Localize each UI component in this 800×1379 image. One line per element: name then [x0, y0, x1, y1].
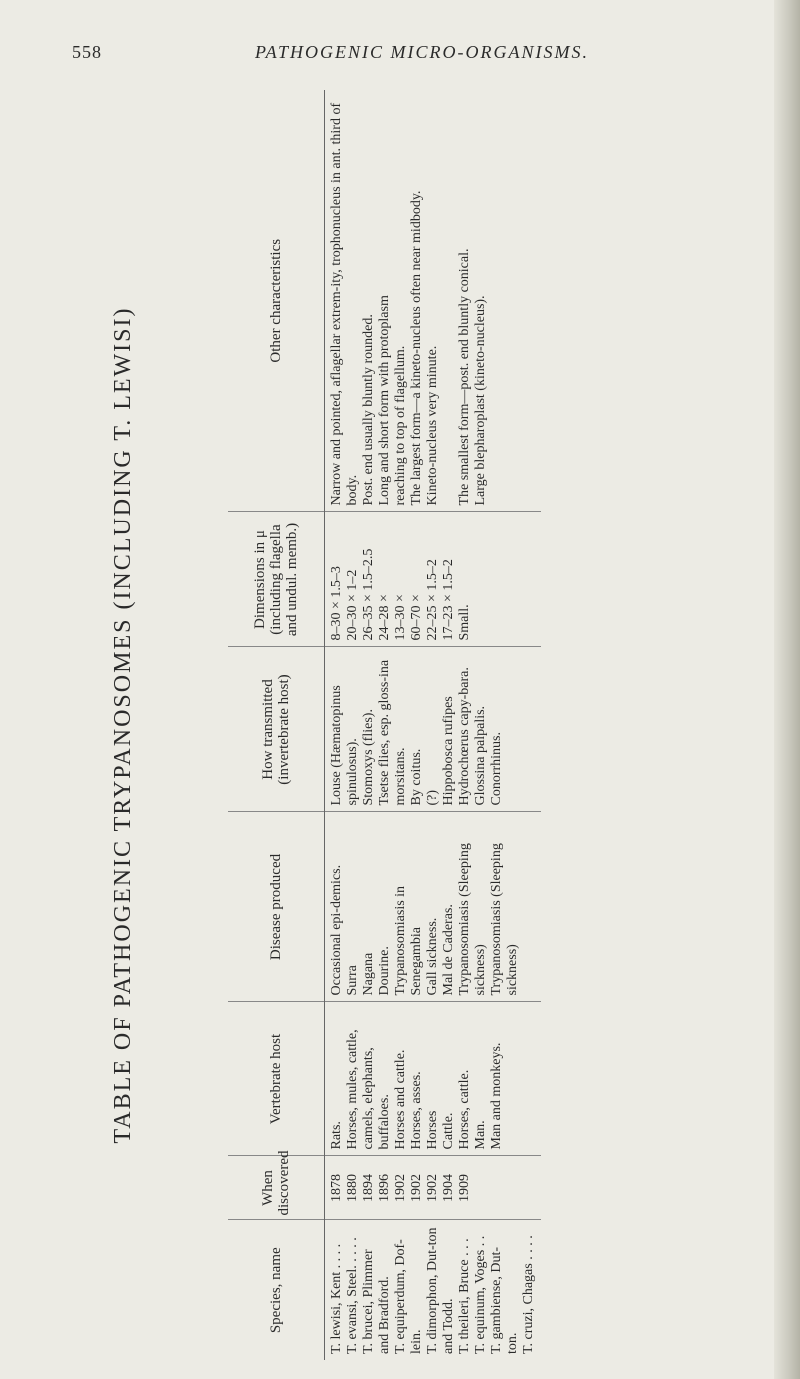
- species-cell: T. theileri, Bruce . . .: [457, 1238, 472, 1354]
- disease-cell: Mal de Caderas.: [441, 904, 456, 996]
- transmission-cell: Stomoxys (flies).: [361, 709, 376, 806]
- transmission-cell: Hydrochœrus capy-bara.: [457, 667, 472, 806]
- dimensions-cell: 60–70 ×: [409, 594, 424, 641]
- dimensions-cell: Small.: [457, 604, 472, 641]
- table-body-row: [325, 90, 542, 1360]
- other-cell: reaching to top of flagellum.: [393, 345, 408, 506]
- host-cell: Cattle.: [441, 1112, 456, 1150]
- transmission-cell: By coitus.: [409, 748, 424, 806]
- host-cell: Horses, mules, cattle, camels, elephants, buffaloes.: [345, 1029, 392, 1150]
- dimensions-column: [325, 512, 542, 647]
- year-cell: 1878: [329, 1174, 344, 1202]
- species-cell: T. equinum, Voges . .: [473, 1235, 488, 1354]
- header-disease: Disease produced: [228, 812, 325, 1002]
- host-cell: Man and monkeys.: [489, 1042, 504, 1150]
- dimensions-cell: 22–25 × 1.5–2: [425, 559, 440, 641]
- other-cell: [441, 96, 457, 506]
- disease-cell: Occasional epi-demics.: [329, 864, 344, 996]
- transmission-cell: Louse (Hæmatopinus spinulosus).: [329, 685, 360, 806]
- disease-cell: Dourine.: [377, 946, 392, 996]
- host-cell: Horses: [425, 1110, 440, 1150]
- header-species: Species, name: [228, 1220, 325, 1360]
- transmission-cell: Conorrhinus.: [489, 732, 504, 806]
- host-cell: Rats.: [329, 1121, 344, 1150]
- rotated-table-block: [100, 90, 780, 1360]
- header-dimensions: Dimensions in μ (including flagella and undul. memb.): [228, 512, 325, 647]
- other-cell: The smallest form—post. end bluntly conical.: [457, 248, 472, 506]
- other-cell: Long and short form with protoplasm: [377, 295, 392, 506]
- species-cell: T. lewisi, Kent . . . .: [329, 1243, 344, 1354]
- other-cell: Narrow and pointed, aflagellar extrem-ity, trophonucleus in ant. third of body.: [329, 102, 360, 506]
- disease-cell: Surra: [345, 965, 360, 996]
- disease-column: [325, 812, 542, 1002]
- species-cell: T. brucei, Plimmer and Bradford.: [361, 1249, 392, 1354]
- running-head: PATHOGENIC MICRO-ORGANISMS.: [255, 42, 589, 62]
- host-column: [325, 1002, 542, 1156]
- other-cell: Post. end usually bluntly rounded.: [361, 314, 376, 506]
- header-year: When discovered: [228, 1156, 325, 1220]
- dimensions-cell: 8–30 × 1.5–3: [329, 566, 344, 641]
- disease-cell: Nagana: [361, 952, 376, 996]
- year-cell: 1904: [441, 1174, 456, 1202]
- other-cell: The largest form—a kineto-nucleus often near midbody.: [409, 190, 424, 506]
- host-cell: Horses, asses.: [409, 1071, 424, 1150]
- trypanosome-table: [228, 90, 541, 1360]
- species-cell: T. equiperdum, Dof-lein.: [393, 1239, 424, 1354]
- species-cell: T. dimorphon, Dut-ton and Todd.: [425, 1227, 456, 1354]
- disease-cell: Trypanosomiasis (Sleeping sickness): [457, 843, 488, 996]
- species-cell: T. evansi, Steel. . . . .: [345, 1237, 360, 1354]
- host-cell: Man.: [473, 1120, 488, 1150]
- dimensions-cell: 26–35 × 1.5–2.5: [361, 548, 376, 641]
- year-cell: 1894: [361, 1174, 376, 1202]
- disease-cell: Trypanosomiasis (Sleeping sickness): [489, 843, 520, 996]
- year-cell: 1909: [457, 1174, 472, 1202]
- host-cell: Horses, cattle.: [457, 1069, 472, 1150]
- other-cell: Kineto-nucleus very minute.: [425, 345, 440, 506]
- disease-cell: Trypanosomiasis in Senegambia: [393, 885, 424, 996]
- dimensions-cell: 24–28 ×: [377, 594, 392, 641]
- table-header-row: [228, 90, 325, 1360]
- table-title: TABLE OF PATHOGENIC TRYPANOSOMES (INCLUDING T. LEWISI): [110, 306, 136, 1144]
- year-column: [325, 1156, 542, 1220]
- year-cell: 1902: [393, 1174, 408, 1202]
- transmission-column: [325, 647, 542, 812]
- other-cell: Large blepharoplast (kineto-nucleus).: [473, 295, 488, 506]
- header-other: Other characteristics: [228, 90, 325, 512]
- dimensions-cell: 20–30 × 1–2: [345, 569, 360, 641]
- dimensions-cell: 17–23 × 1.5–2: [441, 559, 456, 641]
- species-cell: T. gambiense, Dut-ton.: [489, 1246, 520, 1354]
- year-cell: 1880: [345, 1174, 360, 1202]
- year-cell: 1902: [409, 1174, 424, 1202]
- year-cell: 1902: [425, 1174, 440, 1202]
- species-cell: T. cruzi, Chagas . . . .: [521, 1235, 536, 1354]
- page-number: 558: [72, 42, 102, 62]
- year-cell: 1896: [377, 1174, 392, 1202]
- host-cell: Horses and cattle.: [393, 1049, 408, 1150]
- disease-cell: Gall sickness.: [425, 917, 440, 996]
- dimensions-cell: 13–30 ×: [393, 594, 408, 641]
- other-column: [325, 90, 542, 512]
- header-transmission: How transmitted (invertebrate host): [228, 647, 325, 812]
- page-header: [0, 42, 800, 72]
- transmission-cell: Glossina palpalis.: [473, 705, 488, 806]
- transmission-cell: (?): [425, 789, 440, 806]
- transmission-cell: Tsetse flies, esp. gloss-ina morsitans.: [377, 659, 408, 806]
- header-host: Vertebrate host: [228, 1002, 325, 1156]
- species-column: [325, 1220, 542, 1360]
- transmission-cell: Hippobosca rufipes: [441, 696, 456, 806]
